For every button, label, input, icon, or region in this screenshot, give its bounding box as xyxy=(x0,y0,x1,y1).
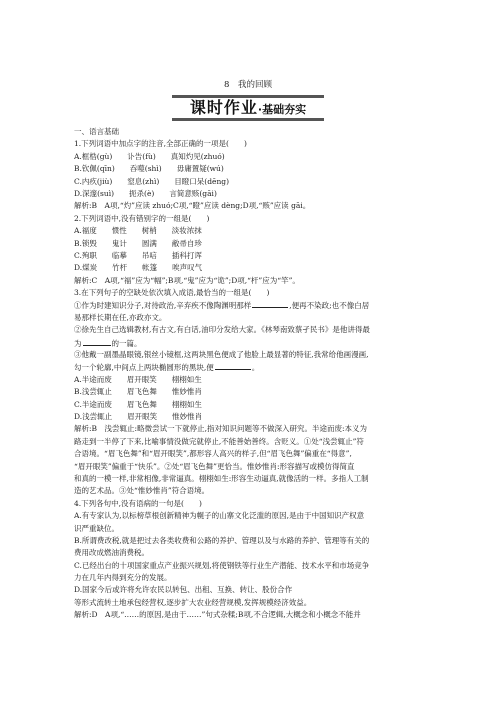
line-text: A.有专家认为,以标榜草根创新精神为幌子的山寨文化泛滥的原因,是由于中国知识产权意 xyxy=(74,511,365,521)
text-line xyxy=(74,225,430,237)
text-line xyxy=(74,250,430,262)
line-text: D.浅尝辄止 眉开眼笑 惟妙惟肖 xyxy=(74,411,203,421)
text-line xyxy=(74,312,430,324)
text-line xyxy=(74,275,430,287)
line-text: C.已经出台的十项国家重点产业振兴规划,将使钢铁等行业生产潜能、技术水平和市场竞争 xyxy=(74,560,370,570)
banner-text xyxy=(172,98,324,118)
text-line xyxy=(74,349,430,361)
line-text: 解析:D A项,“……的原因,是由于……”句式杂糅;B项,不合逻辑,大概念和小概念不能并 xyxy=(74,610,361,620)
line-text: 为 xyxy=(74,338,82,348)
text-line xyxy=(74,200,430,212)
text-line xyxy=(74,151,430,163)
text-line xyxy=(74,597,430,609)
line-text: C.殉职 临摹 吊唁 插科打诨 xyxy=(74,250,202,260)
text-line xyxy=(74,411,430,423)
text-line xyxy=(74,386,430,398)
text-line xyxy=(74,287,430,299)
text-line xyxy=(74,547,430,559)
exercise-body xyxy=(74,126,430,622)
line-text-after-blank: ,便再不染政;也不像白居 xyxy=(289,301,370,311)
line-text: A.福度 惯性 树梢 淡妆浓抹 xyxy=(74,226,202,236)
line-text: ①作为时建知识分子,对待政治,辛弃疾不像陶渊明那样 xyxy=(74,301,252,311)
text-line xyxy=(74,436,430,448)
text-line xyxy=(74,126,430,138)
line-text: 解析:B 浅尝辄止:略微尝试一下就停止,指对知识问题等不做深入研究。半途而废:本义为 xyxy=(74,424,367,434)
line-text: 路走到一半停了下来,比喻事情没做完就停止,不能善始善终。含贬义。①处“浅尝辄止”符 xyxy=(74,436,364,446)
text-line xyxy=(74,584,430,596)
text-line xyxy=(74,399,430,411)
line-text: B.钦佩(qīn) 吞噬(shì) 毋庸置疑(wú) xyxy=(74,164,224,174)
lesson-title: 8 我的回顾 xyxy=(224,80,272,90)
text-line xyxy=(74,510,430,522)
line-text: 易那样长期在任,亦政亦文。 xyxy=(74,312,167,322)
text-line xyxy=(74,176,430,188)
line-text: C.半途而废 眉飞色舞 栩栩如生 xyxy=(74,399,202,409)
line-text: 解析:C A项,“福”应为“幅”;B项,“鬼”应为“诡”;D项,“杆”应为“竿”。 xyxy=(74,275,300,285)
line-text: 1.下列词语中加点字的注音,全部正确的一项是( ) xyxy=(74,139,247,149)
line-text: A.框梏(gù) 讣告(fù) 真知灼见(zhuó) xyxy=(74,151,225,161)
line-text: ③他戴一副墨晶眼镜,银丝小镜框,这两块黑色便成了他脸上最显著的特征,我常给他画漫画, xyxy=(74,350,369,360)
text-line xyxy=(74,423,430,435)
banner-separator: · xyxy=(257,103,263,116)
text-line xyxy=(74,473,430,485)
text-line xyxy=(74,238,430,250)
text-line xyxy=(74,337,430,349)
text-line xyxy=(74,361,430,373)
text-line xyxy=(74,572,430,584)
text-line xyxy=(74,213,430,225)
line-text: C.内疚(jiù) 窒息(zhì) 目瞪口呆(dēng) xyxy=(74,176,230,186)
text-line xyxy=(74,163,430,175)
line-text: D.深邃(suì) 扼杀(è) 言简意赅(gāi) xyxy=(74,188,217,198)
line-text: D.国家今后或许将允许农民以转包、出租、互换、转让、股份合作 xyxy=(74,585,293,595)
fill-in-blank xyxy=(83,337,111,346)
line-text: 勾一个轮廓,中间点上两块椭圆形的黑块,便 xyxy=(74,363,214,373)
line-text: “眉开眼笑”偏重于“快乐”。②处“眉飞色舞”更恰当。惟妙惟肖:形容描写或模仿得简直 xyxy=(74,461,355,471)
banner-main-title: 课时作业 xyxy=(189,98,258,117)
line-text: 2.下列词语中,没有错别字的一组是( ) xyxy=(74,213,210,223)
line-text: 费用改成燃油消费税。 xyxy=(74,548,149,558)
fill-in-blank xyxy=(252,299,288,308)
text-line xyxy=(74,485,430,497)
text-line xyxy=(74,262,430,274)
line-text: A.半途而废 眉开眼笑 栩栩如生 xyxy=(74,374,202,384)
line-text: 3.在下列句子的空缺处依次填入成语,最恰当的一组是( ) xyxy=(74,288,270,298)
line-text: 一、语言基础 xyxy=(74,127,119,136)
fill-in-blank xyxy=(215,361,251,370)
text-line xyxy=(74,374,430,386)
text-line xyxy=(74,324,430,336)
line-text: 4.下列各句中,没有语病的一句是( ) xyxy=(74,498,202,508)
line-text: B.锁毁 鬼计 圆满 敝帚自珍 xyxy=(74,238,202,248)
banner-subtitle: 基础夯实 xyxy=(262,103,307,116)
text-line xyxy=(74,560,430,572)
line-text: 造的艺术品。③处“惟妙惟肖”符合语境。 xyxy=(74,486,210,496)
banner-bottom-rule xyxy=(172,118,324,121)
line-text-after-blank: 的一篇。 xyxy=(111,338,142,348)
text-line xyxy=(74,609,430,621)
line-text: B.所谓费改税,就是把过去各类收费和公路的养护、管理以及与水路的养护、管理等有关的 xyxy=(74,535,370,545)
text-line xyxy=(74,448,430,460)
line-text: 解析:B A项,“灼”应读 zhuó;C项,“瞪”应读 dèng;D项,“赅”应读 gāi。 xyxy=(74,201,311,211)
text-line xyxy=(74,523,430,535)
text-line xyxy=(74,461,430,473)
text-line xyxy=(74,535,430,547)
line-text: ②徐先生自己选辑教材,有古文,有白话,油印分发给大家。《林琴南致蔡孑民书》是他讲得最 xyxy=(74,325,370,335)
line-text: B.浅尝辄止 眉飞色舞 惟妙惟肖 xyxy=(74,387,202,397)
section-banner xyxy=(172,95,324,121)
line-text-after-blank: 。 xyxy=(251,363,260,373)
line-text: 合语境。“眉飞色舞”和“眉开眼笑”,都形容人高兴的样子,但“眉飞色舞”偏重在“得意”, xyxy=(74,449,352,459)
text-line xyxy=(74,299,430,311)
line-text: 和真的一模一样,非常相像,非常逼真。栩栩如生:形容生动逼真,就像活的一样。多指人工制 xyxy=(74,473,369,483)
line-text: 等形式流转土地承包经营权,逐步扩大农业经营规模,发挥规模经济效益。 xyxy=(74,597,312,607)
text-line xyxy=(74,188,430,200)
line-text: 力在几年内得到充分的发展。 xyxy=(74,573,172,583)
text-line xyxy=(74,498,430,510)
text-line xyxy=(74,138,430,150)
line-text: 识严重缺位。 xyxy=(74,523,119,533)
line-text: D.煤炭 竹杆 帐篷 唉声叹气 xyxy=(74,263,203,273)
